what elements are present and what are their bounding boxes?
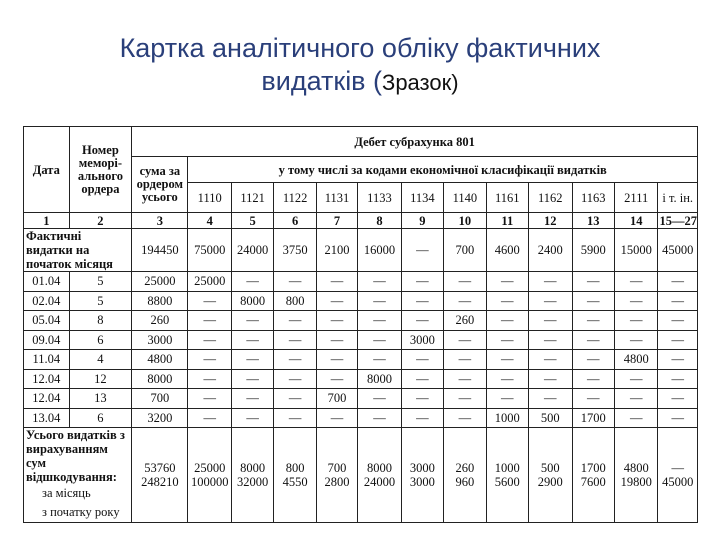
row-code-value: —	[274, 272, 316, 292]
row-code-value: —	[401, 272, 443, 292]
opening-value: 4600	[486, 229, 528, 272]
column-number: 3	[132, 213, 188, 229]
row-code-value: —	[572, 350, 614, 370]
row-code-value: 800	[274, 291, 316, 311]
table-row	[24, 291, 698, 311]
row-code-value: —	[529, 291, 573, 311]
opening-value: 75000	[188, 229, 232, 272]
row-total: 8800	[132, 291, 188, 311]
row-code-value: —	[486, 291, 528, 311]
footer-month-value: 260	[455, 461, 475, 475]
row-code-value: —	[401, 311, 443, 331]
row-code-value: —	[231, 369, 273, 389]
row-code-value: —	[614, 408, 658, 428]
opening-value: 24000	[231, 229, 273, 272]
footer-ytd-value: 2800	[324, 475, 350, 489]
footer-value	[358, 428, 402, 523]
row-memo: 13	[69, 389, 132, 409]
row-code-value: —	[231, 408, 273, 428]
row-code-value: —	[231, 350, 273, 370]
title-line-2	[0, 65, 720, 99]
row-code-value: —	[358, 330, 402, 350]
row-date: 12.04	[24, 369, 70, 389]
row-code-value: —	[658, 350, 698, 370]
row-code-value: —	[614, 291, 658, 311]
footer-value	[132, 428, 188, 523]
column-numbers-row	[24, 213, 698, 229]
opening-value: 3750	[274, 229, 316, 272]
row-code-value: —	[658, 408, 698, 428]
row-code-value: 1700	[572, 408, 614, 428]
row-code-value: —	[188, 350, 232, 370]
opening-value: 15000	[614, 229, 658, 272]
row-date: 02.04	[24, 291, 70, 311]
column-number: 4	[188, 213, 232, 229]
row-total: 260	[132, 311, 188, 331]
row-code-value: —	[358, 389, 402, 409]
row-code-value: —	[572, 291, 614, 311]
header-code: 1161	[486, 183, 528, 213]
row-code-value: 260	[444, 311, 486, 331]
row-code-value: —	[614, 369, 658, 389]
footer-month-label: за місяць	[42, 486, 91, 500]
header-code: 1110	[188, 183, 232, 213]
row-code-value: —	[572, 369, 614, 389]
row-date: 01.04	[24, 272, 70, 292]
row-code-value: —	[529, 272, 573, 292]
footer-ytd-value: 32000	[237, 475, 269, 489]
footer-value	[274, 428, 316, 523]
row-total: 700	[132, 389, 188, 409]
header-code: 1121	[231, 183, 273, 213]
footer-month-value: 700	[327, 461, 347, 475]
header-memo-number: Номер меморі-ального ордера	[69, 127, 132, 213]
row-code-value: —	[658, 369, 698, 389]
header-code: 1133	[358, 183, 402, 213]
column-number: 2	[69, 213, 132, 229]
footer-value	[614, 428, 658, 523]
row-memo: 6	[69, 408, 132, 428]
row-code-value: —	[658, 272, 698, 292]
title-line-2-sample: Зразок)	[382, 70, 459, 95]
row-code-value: —	[614, 272, 658, 292]
row-memo: 4	[69, 350, 132, 370]
header-code: 1122	[274, 183, 316, 213]
row-code-value: —	[658, 389, 698, 409]
row-code-value: —	[188, 311, 232, 331]
header-code: 1163	[572, 183, 614, 213]
footer-label	[24, 428, 132, 523]
row-code-value: —	[274, 369, 316, 389]
opening-value: 700	[444, 229, 486, 272]
page-title	[0, 32, 720, 99]
row-code-value: —	[274, 311, 316, 331]
column-number: 8	[358, 213, 402, 229]
row-code-value: —	[188, 369, 232, 389]
header-code: 1134	[401, 183, 443, 213]
row-code-value: —	[529, 311, 573, 331]
row-code-value: —	[316, 369, 357, 389]
column-number: 10	[444, 213, 486, 229]
footer-value	[529, 428, 573, 523]
footer-ytd-label: з початку року	[42, 505, 120, 519]
column-number: 9	[401, 213, 443, 229]
row-memo: 5	[69, 291, 132, 311]
row-code-value: —	[614, 330, 658, 350]
row-date: 13.04	[24, 408, 70, 428]
row-memo: 8	[69, 311, 132, 331]
column-number: 13	[572, 213, 614, 229]
row-date: 12.04	[24, 389, 70, 409]
row-code-value: —	[316, 291, 357, 311]
row-code-value: —	[572, 330, 614, 350]
column-number: 14	[614, 213, 658, 229]
column-number: 11	[486, 213, 528, 229]
footer-ytd-value: 5600	[494, 475, 520, 489]
footer-month-value: 1000	[494, 461, 520, 475]
row-code-value: —	[358, 291, 402, 311]
row-code-value: —	[444, 389, 486, 409]
row-code-value: —	[316, 408, 357, 428]
footer-ytd-value: 3000	[409, 475, 435, 489]
row-date: 09.04	[24, 330, 70, 350]
row-code-value: —	[658, 291, 698, 311]
row-code-value: —	[358, 408, 402, 428]
opening-balance-row	[24, 229, 698, 272]
row-code-value: —	[486, 330, 528, 350]
opening-value: 2400	[529, 229, 573, 272]
footer-value	[486, 428, 528, 523]
footer-month-value: 500	[540, 461, 560, 475]
title-line-2-main: видатків (	[261, 66, 383, 96]
row-total: 25000	[132, 272, 188, 292]
row-code-value: —	[529, 369, 573, 389]
column-number: 7	[316, 213, 357, 229]
opening-label: Фактичні видатки на початок місяця	[24, 229, 132, 272]
row-code-value: —	[444, 291, 486, 311]
row-code-value: —	[486, 311, 528, 331]
footer-month-value: —	[671, 461, 684, 475]
footer-ytd-value: 24000	[363, 475, 396, 489]
row-code-value: —	[188, 408, 232, 428]
opening-value: 2100	[316, 229, 357, 272]
table-row	[24, 408, 698, 428]
row-total: 8000	[132, 369, 188, 389]
row-code-value: —	[316, 272, 357, 292]
header-total: сума за ордером усього	[132, 157, 188, 213]
opening-value: 45000	[658, 229, 698, 272]
ledger-table	[23, 126, 698, 523]
footer-month-value: 800	[285, 461, 305, 475]
row-code-value: —	[188, 291, 232, 311]
row-code-value: —	[529, 389, 573, 409]
header-code: і т. ін.	[658, 183, 698, 213]
row-code-value: —	[188, 389, 232, 409]
row-code-value: —	[401, 291, 443, 311]
row-code-value: —	[274, 389, 316, 409]
column-number: 15—27	[659, 213, 697, 228]
row-total: 3000	[132, 330, 188, 350]
footer-month-value: 25000	[194, 461, 226, 475]
footer-title: Усього видатків з вирахуванням сум відшкодування:	[26, 428, 125, 484]
row-memo: 5	[69, 272, 132, 292]
column-number: 6	[274, 213, 316, 229]
row-code-value: —	[444, 369, 486, 389]
footer-value	[444, 428, 486, 523]
footer-ytd-value: 45000	[662, 475, 694, 489]
row-code-value: —	[231, 330, 273, 350]
row-code-value: —	[316, 350, 357, 370]
row-code-value: —	[529, 330, 573, 350]
ledger-body	[24, 127, 698, 523]
header-code: 1131	[316, 183, 357, 213]
footer-month-value: 8000	[240, 461, 266, 475]
table-row	[24, 389, 698, 409]
row-code-value: 4800	[614, 350, 658, 370]
row-code-value: —	[231, 389, 273, 409]
footer-ytd-value: 4550	[282, 475, 308, 489]
row-code-value: —	[444, 408, 486, 428]
row-code-value: —	[444, 350, 486, 370]
row-code-value: —	[658, 330, 698, 350]
row-code-value: —	[231, 311, 273, 331]
row-code-value: —	[316, 330, 357, 350]
row-memo: 6	[69, 330, 132, 350]
footer-value	[316, 428, 357, 523]
footer-ytd-value: 100000	[190, 475, 229, 489]
row-memo: 12	[69, 369, 132, 389]
row-code-value: 25000	[188, 272, 232, 292]
footer-month-value: 3000	[409, 461, 435, 475]
row-code-value: 500	[529, 408, 573, 428]
header-code: 2111	[614, 183, 658, 213]
header-code: 1162	[529, 183, 573, 213]
footer-value	[401, 428, 443, 523]
header-debit-801: Дебет субрахунка 801	[132, 127, 698, 157]
footer-month-value: 4800	[623, 461, 649, 475]
row-code-value: —	[401, 408, 443, 428]
row-code-value: —	[529, 350, 573, 370]
row-code-value: —	[401, 350, 443, 370]
row-code-value: 8000	[358, 369, 402, 389]
row-code-value: 3000	[401, 330, 443, 350]
footer-ytd-value: 7600	[580, 475, 606, 489]
row-code-value: 1000	[486, 408, 528, 428]
column-number: 5	[231, 213, 273, 229]
row-code-value: —	[274, 330, 316, 350]
row-code-value: —	[358, 311, 402, 331]
footer-value	[658, 428, 698, 523]
header-row-top	[24, 127, 698, 157]
column-number: 12	[529, 213, 573, 229]
row-code-value: —	[316, 311, 357, 331]
table-row	[24, 350, 698, 370]
row-code-value: —	[231, 272, 273, 292]
row-code-value: —	[486, 272, 528, 292]
opening-value: 16000	[358, 229, 402, 272]
column-number: 1	[24, 213, 70, 229]
row-date: 11.04	[24, 350, 70, 370]
row-code-value: —	[274, 408, 316, 428]
row-code-value: —	[658, 311, 698, 331]
footer-value	[231, 428, 273, 523]
row-code-value: —	[572, 311, 614, 331]
row-total: 4800	[132, 350, 188, 370]
row-code-value: —	[188, 330, 232, 350]
row-code-value: —	[444, 330, 486, 350]
row-code-value: —	[401, 389, 443, 409]
footer-value	[188, 428, 232, 523]
title-line-1: Картка аналітичного обліку фактичних	[119, 33, 601, 63]
footer-month-value: 53760	[144, 461, 176, 475]
row-total: 3200	[132, 408, 188, 428]
opening-value: 5900	[572, 229, 614, 272]
header-date: Дата	[24, 127, 70, 213]
opening-value: —	[401, 229, 443, 272]
header-including: у тому числі за кодами економічної класифікації видатків	[188, 157, 698, 183]
opening-value: 194450	[132, 229, 188, 272]
footer-value	[572, 428, 614, 523]
header-code: 1140	[444, 183, 486, 213]
row-code-value: —	[614, 389, 658, 409]
row-code-value: —	[274, 350, 316, 370]
table-row	[24, 369, 698, 389]
row-code-value: —	[358, 350, 402, 370]
row-code-value: —	[486, 369, 528, 389]
row-date: 05.04	[24, 311, 70, 331]
row-code-value: —	[486, 389, 528, 409]
row-code-value: —	[401, 369, 443, 389]
row-code-value: —	[572, 272, 614, 292]
row-code-value: 700	[316, 389, 357, 409]
row-code-value: —	[444, 272, 486, 292]
footer-month-value: 1700	[580, 461, 606, 475]
footer-row	[24, 428, 698, 523]
row-code-value: —	[358, 272, 402, 292]
row-code-value: —	[614, 311, 658, 331]
table-row	[24, 311, 698, 331]
row-code-value: —	[572, 389, 614, 409]
table-row	[24, 330, 698, 350]
row-code-value: 8000	[231, 291, 273, 311]
footer-month-value: 8000	[366, 461, 392, 475]
footer-ytd-value: 2900	[537, 475, 563, 489]
footer-ytd-value: 19800	[620, 475, 652, 489]
row-code-value: —	[486, 350, 528, 370]
footer-ytd-value: 248210	[141, 475, 179, 489]
table-row	[24, 272, 698, 292]
footer-ytd-value: 960	[455, 475, 475, 489]
